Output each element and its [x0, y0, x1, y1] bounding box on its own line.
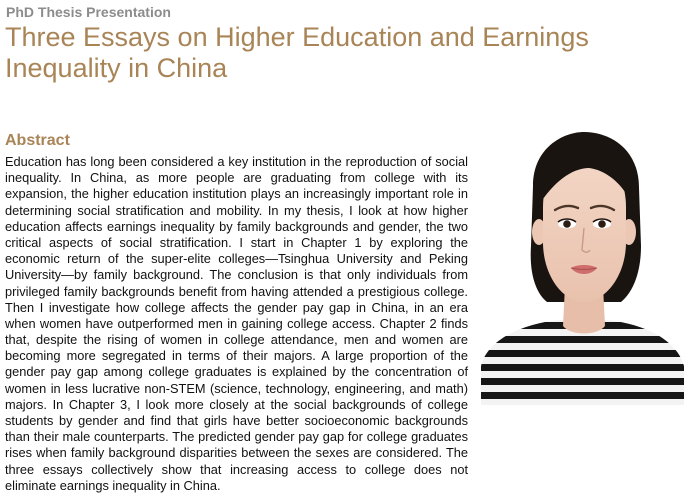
- abstract-body: Education has long been considered a key institution in the reproduction of social inequality. In China, as more people are graduating from college with its expansion, the higher education institution plays an increasingly important role in determining social stratification and mobility. In my thesis, I look at how higher education affects earnings inequality by family backgrounds and gender, the two critical aspects of social stratification. I start in Chapter 1 by exploring the economic return of the super-elite colleges—Tsinghua University and Peking University—by family background. The conclusion is that only individuals from privileged family backgrounds benefit from having attended a prestigious college. Then I investigate how college affects the gender pay gap in China, in an era when women have outperformed men in gaining college access. Chapter 2 finds that, despite the rising of women in college attendance, men and women are becoming more segregated in terms of their majors. A large proportion of the gender pay gap among college graduates is explained by the concentration of women in less lucrative non-STEM (science, technology, engineering, and math) majors. In Chapter 3, I look more closely at the social backgrounds of college students by gender and find that girls have better socioeconomic backgrounds than their male counterparts. The predicted gender pay gap for college graduates rises when family background disparities between the sexes are considered. The three essays collectively show that increasing access to college does not eliminate earnings inequality in China.: [5, 154, 468, 493]
- page-kicker: PhD Thesis Presentation: [6, 4, 171, 20]
- abstract-heading: Abstract: [5, 132, 70, 149]
- portrait-photo: [481, 126, 684, 405]
- page-title: Three Essays on Higher Education and Earnings Inequality in China: [5, 22, 589, 83]
